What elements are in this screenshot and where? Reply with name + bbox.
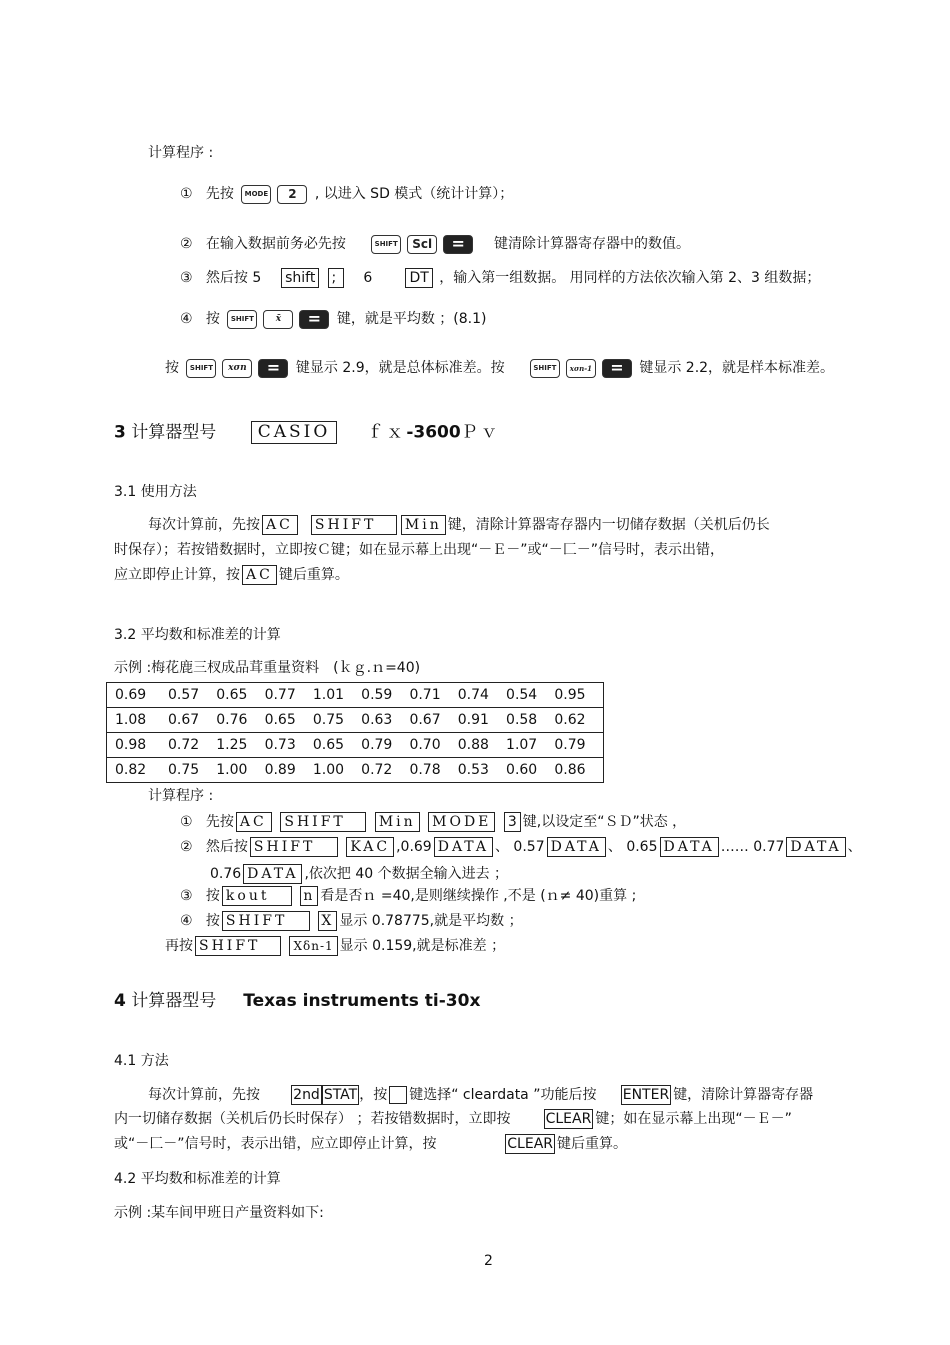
x-sigma-n-1-key-box: Xδn-1 [289,936,337,956]
page-number: 2 [484,1253,493,1269]
subsection-4-1: 4.1 方法 [114,1053,169,1069]
para-3-1-line1: 每次计算前，先按 AC SHIFT Min 键，清除计算器寄存器内一切储存数据（关机后仍长 [148,517,770,533]
2nd-key-box: 2nd [293,1087,320,1103]
shift-key-box: SHIFT [195,936,281,956]
example-caption-2: 示例 :某车间甲班日产量资料如下: [114,1205,324,1221]
casio-step-2-cont: 0.76 DATA ,依次把 40 个数据全输入进去 ； [210,866,509,882]
subsection-3-1: 3.1 使用方法 [114,484,197,500]
arrow-key-box [389,1086,407,1104]
procedure-label: 计算程序 : [148,145,214,161]
data-key-box: DATA [547,837,606,857]
casio-step-2: ② 然后按 SHIFT KAC ,0.69 DATA 、 0.57 DATA 、 0.65 DATA …… 0.77 DATA 、 [180,839,862,855]
para-3-1-line3: 应立即停止计算，按 AC 键后重算。 [114,567,349,583]
casio-step-1: ① 先按 AC SHIFT Min MODE 3 键,以设定至“ＳＤ”状态 ， [180,814,687,830]
step-2: ② 在输入数据前务必先按 SHIFT Scl = 键清除计算器寄存器中的数值。 [180,233,690,253]
table-row: 0.82 0.75 1.00 0.89 1.00 0.72 0.78 0.53 0.60 0.86 [107,758,604,783]
shift-key-box: SHIFT [250,837,338,857]
x-sigma-n-1-key-icon: xσn-1 [566,359,596,378]
three-key-box: 3 [504,812,521,832]
two-key-icon: 2 [277,185,307,204]
shift-key-icon: SHIFT [186,359,216,378]
casio-step-4: ④ 按 SHIFT X 显示 0.78775,就是平均数 ； [180,913,523,929]
step-1: ① 先按 MODE 2 , 以进入 SD 模式（统计计算）； [180,186,514,202]
para-4-1-line1: 每次计算前，先按 2nd STAT ，按 键选择“ cleardata ”功能后按 ENTER 键，清除计算器寄存器 [148,1087,814,1103]
stat-key-box: STAT [323,1087,358,1103]
x-sigma-n-key-icon: xσn [222,359,252,378]
kout-key-box: kout [222,886,292,906]
equals-key-icon: = [258,359,288,378]
casio-step-5: 再按 SHIFT Xδn-1 显示 0.159,就是标准差 ； [165,938,506,954]
step-3: ③ 然后按 5 shift ; 6 DT ，输入第一组数据。 用同样的方法依次输入第 2、3 组数据； [180,270,821,286]
mode-key-box: MODE [428,812,495,832]
scl-key-icon: Scl [407,235,437,254]
data-key-box: DATA [243,864,302,884]
section-3-heading: 3 计算器型号 CASIO ｆｘ-3600Ｐｖ [114,422,501,443]
example-caption: 示例 :梅花鹿三杈成品茸重量资料 (ｋｇ.ｎ=40) [114,660,421,676]
std-dev-line: 按 SHIFT xσn = 键显示 2.9，就是总体标准差。按 SHIFT xσn-1 = 键显示 2.2，就是样本标准差。 [165,357,835,377]
data-key-box: DATA [786,837,845,857]
equals-key-icon: = [602,359,632,378]
table-row: 0.98 0.72 1.25 0.73 0.65 0.79 0.70 0.88 1.07 0.79 [107,733,604,758]
x-mean-key-box: X [318,911,337,931]
para-4-1-line3: 或“－匚－”信号时，表示出错，应立即停止计算，按 CLEAR 键后重算。 [114,1136,628,1152]
data-key-box: DATA [660,837,719,857]
dt-key-box: DT [405,268,432,288]
shift-key-icon: SHIFT [530,359,560,378]
step-4: ④ 按 SHIFT x̄ = 键，就是平均数 ；(8.1) [180,308,487,328]
min-key-box: Min [401,515,446,535]
shift-key-box: SHIFT [311,515,397,535]
table-row: 0.69 0.57 0.65 0.77 1.01 0.59 0.71 0.74 0.54 0.95 [107,683,604,708]
subsection-3-2: 3.2 平均数和标准差的计算 [114,627,281,643]
data-key-box: DATA [434,837,493,857]
shift-key-box: SHIFT [222,911,310,931]
semicolon-key-box: ; [328,268,344,288]
enter-key-box: ENTER [622,1087,670,1103]
min-key-box: Min [375,812,420,832]
equals-key-icon: = [443,235,473,254]
equals-key-icon: = [299,310,329,329]
section-4-heading: 4 计算器型号 Texas instruments ti-30x [114,991,481,1011]
shift-key-box: SHIFT [280,812,366,832]
clear-key-box: CLEAR [507,1136,554,1152]
para-3-1-line2: 时保存）；若按错数据时，立即按Ｃ键；如在显示幕上出现“－Ｅ－”或“－匚－”信号时，表示出错， [114,542,725,558]
ac-key-box: AC [242,565,277,585]
kac-key-box: KAC [346,837,394,857]
procedure-label-2: 计算程序 : [148,788,214,804]
ac-key-box: AC [236,812,272,832]
para-4-1-line2: 内一切储存数据（关机后仍长时保存） ；若按错数据时，立即按 CLEAR 键；如在显示幕上出现“－Ｅ－” [114,1111,792,1127]
ac-key-box: AC [262,515,298,535]
casio-box: CASIO [251,421,338,444]
x-bar-key-icon: x̄ [263,310,293,329]
casio-step-3: ③ 按 kout n 看是否ｎ =40,是则继续操作 ,不是 (ｎ≠ 40)重算 ; [180,888,637,904]
subsection-4-2: 4.2 平均数和标准差的计算 [114,1171,281,1187]
shift-key-box: shift [281,268,319,288]
weight-data-table [106,682,604,783]
n-key-box: n [300,886,318,906]
shift-key-icon: SHIFT [371,235,401,254]
mode-key-icon: MODE [241,185,271,204]
clear-key-box: CLEAR [545,1111,592,1127]
shift-key-icon: SHIFT [227,310,257,329]
table-row: 1.08 0.67 0.76 0.65 0.75 0.63 0.67 0.91 0.58 0.62 [107,708,604,733]
